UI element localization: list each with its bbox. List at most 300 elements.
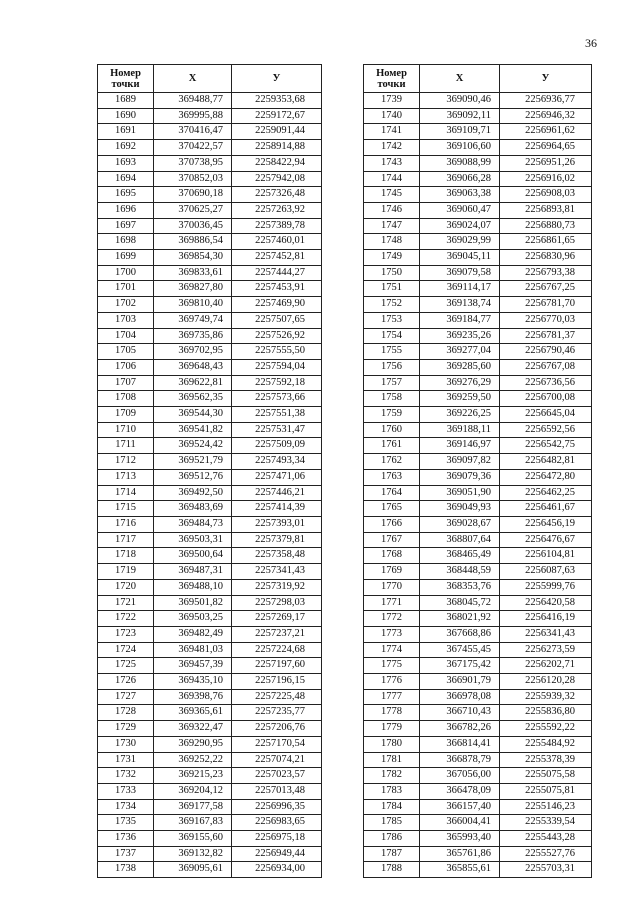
table-row [98, 736, 322, 752]
table-row [364, 595, 592, 611]
y-coordinate-cell: 2257555,50 [232, 344, 322, 360]
y-coordinate-cell: 2256476,67 [500, 532, 592, 548]
y-coordinate-cell: 2256087,63 [500, 564, 592, 580]
y-coordinate-cell: 2257414,39 [232, 501, 322, 517]
table-row [98, 501, 322, 517]
point-number-cell: 1714 [98, 485, 154, 501]
x-coordinate-cell: 369562,35 [154, 391, 232, 407]
point-number-cell: 1764 [364, 485, 420, 501]
table-row [364, 469, 592, 485]
y-coordinate-cell: 2256830,96 [500, 250, 592, 266]
y-coordinate-cell: 2256781,70 [500, 297, 592, 313]
y-coordinate-cell: 2256472,80 [500, 469, 592, 485]
x-coordinate-cell: 370690,18 [154, 187, 232, 203]
x-coordinate-cell: 369886,54 [154, 234, 232, 250]
y-coordinate-cell: 2256996,35 [232, 799, 322, 815]
y-coordinate-cell: 2255075,81 [500, 783, 592, 799]
point-number-cell: 1777 [364, 689, 420, 705]
x-coordinate-cell: 369024,07 [420, 218, 500, 234]
point-number-cell: 1728 [98, 705, 154, 721]
x-coordinate-cell: 369252,22 [154, 752, 232, 768]
y-coordinate-cell: 2257460,01 [232, 234, 322, 250]
table-row [98, 359, 322, 375]
point-number-cell: 1752 [364, 297, 420, 313]
y-coordinate-cell: 2255836,80 [500, 705, 592, 721]
table-row [364, 564, 592, 580]
y-coordinate-cell: 2255378,39 [500, 752, 592, 768]
x-coordinate-cell: 366814,41 [420, 736, 500, 752]
point-number-cell: 1730 [98, 736, 154, 752]
point-number-cell: 1755 [364, 344, 420, 360]
x-coordinate-cell: 365761,86 [420, 846, 500, 862]
table-row [364, 391, 592, 407]
y-coordinate-cell: 2256456,19 [500, 516, 592, 532]
y-coordinate-cell: 2256461,67 [500, 501, 592, 517]
table-row [364, 516, 592, 532]
point-number-cell: 1717 [98, 532, 154, 548]
table-row [98, 689, 322, 705]
point-number-cell: 1735 [98, 815, 154, 831]
table-row [364, 265, 592, 281]
x-coordinate-cell: 368465,49 [420, 548, 500, 564]
table-row [364, 799, 592, 815]
table-row [98, 375, 322, 391]
point-number-cell: 1692 [98, 140, 154, 156]
y-coordinate-cell: 2257170,54 [232, 736, 322, 752]
y-coordinate-cell: 2256202,71 [500, 658, 592, 674]
table-row [98, 297, 322, 313]
point-number-cell: 1740 [364, 108, 420, 124]
table-row [364, 846, 592, 862]
table-row [98, 721, 322, 737]
point-number-cell: 1756 [364, 359, 420, 375]
x-coordinate-cell: 370416,47 [154, 124, 232, 140]
y-coordinate-cell: 2257551,38 [232, 407, 322, 423]
point-number-cell: 1703 [98, 312, 154, 328]
x-coordinate-cell: 370422,57 [154, 140, 232, 156]
point-number-cell: 1690 [98, 108, 154, 124]
point-number-cell: 1711 [98, 438, 154, 454]
x-coordinate-cell: 369290,95 [154, 736, 232, 752]
y-coordinate-cell: 2256767,25 [500, 281, 592, 297]
point-number-cell: 1689 [98, 93, 154, 109]
x-coordinate-cell: 369322,47 [154, 721, 232, 737]
point-number-cell: 1782 [364, 768, 420, 784]
x-coordinate-cell: 368807,64 [420, 532, 500, 548]
y-header: У [232, 65, 322, 93]
y-coordinate-cell: 2258914,88 [232, 140, 322, 156]
x-coordinate-cell: 369544,30 [154, 407, 232, 423]
point-number-cell: 1784 [364, 799, 420, 815]
x-coordinate-cell: 369488,10 [154, 579, 232, 595]
x-coordinate-cell: 369146,97 [420, 438, 500, 454]
x-coordinate-cell: 369483,69 [154, 501, 232, 517]
point-number-cell: 1774 [364, 642, 420, 658]
point-number-cell: 1770 [364, 579, 420, 595]
point-number-cell: 1694 [98, 171, 154, 187]
y-coordinate-cell: 2256936,77 [500, 93, 592, 109]
x-coordinate-cell: 369512,76 [154, 469, 232, 485]
point-number-cell: 1722 [98, 611, 154, 627]
x-coordinate-cell: 369259,50 [420, 391, 500, 407]
x-coordinate-cell: 365855,61 [420, 862, 500, 878]
y-coordinate-cell: 2257452,81 [232, 250, 322, 266]
point-number-cell: 1773 [364, 626, 420, 642]
table-row [364, 281, 592, 297]
point-number-cell: 1725 [98, 658, 154, 674]
x-coordinate-cell: 367056,00 [420, 768, 500, 784]
point-number-cell: 1786 [364, 831, 420, 847]
table-row [364, 108, 592, 124]
x-coordinate-cell: 368448,59 [420, 564, 500, 580]
point-header-line1: Номер [376, 67, 407, 79]
x-coordinate-cell: 370036,45 [154, 218, 232, 234]
point-number-cell: 1754 [364, 328, 420, 344]
table-row [364, 768, 592, 784]
table-row [98, 250, 322, 266]
table-row [364, 328, 592, 344]
y-coordinate-cell: 2257235,77 [232, 705, 322, 721]
point-number-cell: 1762 [364, 454, 420, 470]
point-number-header [364, 65, 420, 93]
table-row [98, 626, 322, 642]
point-number-cell: 1753 [364, 312, 420, 328]
y-coordinate-cell: 2257225,48 [232, 689, 322, 705]
y-coordinate-cell: 2256542,75 [500, 438, 592, 454]
table-row [364, 312, 592, 328]
table-row [364, 501, 592, 517]
point-number-cell: 1706 [98, 359, 154, 375]
x-coordinate-cell: 369235,26 [420, 328, 500, 344]
point-number-cell: 1695 [98, 187, 154, 203]
table-row [364, 124, 592, 140]
y-coordinate-cell: 2256893,81 [500, 202, 592, 218]
point-number-cell: 1726 [98, 674, 154, 690]
point-number-cell: 1743 [364, 155, 420, 171]
x-coordinate-cell: 369092,11 [420, 108, 500, 124]
x-coordinate-cell: 369051,90 [420, 485, 500, 501]
y-coordinate-cell: 2256767,08 [500, 359, 592, 375]
x-coordinate-cell: 366157,40 [420, 799, 500, 815]
y-coordinate-cell: 2255075,58 [500, 768, 592, 784]
x-coordinate-cell: 370852,03 [154, 171, 232, 187]
x-coordinate-cell: 369109,71 [420, 124, 500, 140]
y-coordinate-cell: 2256880,73 [500, 218, 592, 234]
x-coordinate-cell: 365993,40 [420, 831, 500, 847]
point-number-cell: 1719 [98, 564, 154, 580]
y-coordinate-cell: 2256949,44 [232, 846, 322, 862]
x-coordinate-cell: 369066,28 [420, 171, 500, 187]
table-row [98, 202, 322, 218]
point-number-cell: 1751 [364, 281, 420, 297]
table-row [98, 312, 322, 328]
x-coordinate-cell: 369995,88 [154, 108, 232, 124]
x-coordinate-cell: 366978,08 [420, 689, 500, 705]
point-number-cell: 1696 [98, 202, 154, 218]
y-coordinate-cell: 2257269,17 [232, 611, 322, 627]
table-row [364, 642, 592, 658]
y-coordinate-cell: 2257531,47 [232, 422, 322, 438]
table-row [98, 234, 322, 250]
point-number-cell: 1712 [98, 454, 154, 470]
y-coordinate-cell: 2257379,81 [232, 532, 322, 548]
x-coordinate-cell: 369167,83 [154, 815, 232, 831]
table-row [98, 328, 322, 344]
point-number-cell: 1761 [364, 438, 420, 454]
x-coordinate-cell: 369276,29 [420, 375, 500, 391]
table-row [98, 516, 322, 532]
y-coordinate-cell: 2255443,28 [500, 831, 592, 847]
table-row [364, 344, 592, 360]
point-number-cell: 1713 [98, 469, 154, 485]
point-number-cell: 1763 [364, 469, 420, 485]
x-coordinate-cell: 369132,82 [154, 846, 232, 862]
table-row [364, 407, 592, 423]
x-coordinate-cell: 369106,60 [420, 140, 500, 156]
point-number-cell: 1758 [364, 391, 420, 407]
point-header-line1: Номер [110, 67, 141, 79]
table-row [98, 752, 322, 768]
point-number-cell: 1787 [364, 846, 420, 862]
point-number-cell: 1739 [364, 93, 420, 109]
y-coordinate-cell: 2256770,03 [500, 312, 592, 328]
point-number-cell: 1783 [364, 783, 420, 799]
point-number-cell: 1691 [98, 124, 154, 140]
y-coordinate-cell: 2255339,54 [500, 815, 592, 831]
table-row [98, 642, 322, 658]
y-coordinate-cell: 2257224,68 [232, 642, 322, 658]
y-coordinate-cell: 2257237,21 [232, 626, 322, 642]
x-coordinate-cell: 369482,49 [154, 626, 232, 642]
x-coordinate-cell: 369503,25 [154, 611, 232, 627]
table-row [98, 218, 322, 234]
point-number-cell: 1732 [98, 768, 154, 784]
point-number-cell: 1697 [98, 218, 154, 234]
x-coordinate-cell: 369622,81 [154, 375, 232, 391]
table-row [98, 155, 322, 171]
x-coordinate-cell: 369215,23 [154, 768, 232, 784]
y-coordinate-cell: 2257196,15 [232, 674, 322, 690]
table-header-row [364, 65, 592, 93]
table-row [364, 155, 592, 171]
x-coordinate-cell: 366878,79 [420, 752, 500, 768]
table-row [98, 454, 322, 470]
table-row [364, 438, 592, 454]
point-number-cell: 1738 [98, 862, 154, 878]
point-number-cell: 1746 [364, 202, 420, 218]
point-number-cell: 1759 [364, 407, 420, 423]
table-row [364, 705, 592, 721]
table-row [98, 422, 322, 438]
table-row [98, 846, 322, 862]
y-coordinate-cell: 2256482,81 [500, 454, 592, 470]
x-coordinate-cell: 369702,95 [154, 344, 232, 360]
table-row [98, 485, 322, 501]
point-number-cell: 1788 [364, 862, 420, 878]
y-coordinate-cell: 2256908,03 [500, 187, 592, 203]
y-coordinate-cell: 2256934,00 [232, 862, 322, 878]
x-coordinate-cell: 369484,73 [154, 516, 232, 532]
x-coordinate-cell: 369155,60 [154, 831, 232, 847]
x-coordinate-cell: 366782,26 [420, 721, 500, 737]
point-number-cell: 1709 [98, 407, 154, 423]
point-number-cell: 1724 [98, 642, 154, 658]
point-number-cell: 1731 [98, 752, 154, 768]
page-number: 36 [585, 36, 597, 50]
table-row [364, 626, 592, 642]
x-coordinate-cell: 368021,92 [420, 611, 500, 627]
table-row [98, 108, 322, 124]
y-coordinate-cell: 2259091,44 [232, 124, 322, 140]
x-coordinate-cell: 370738,95 [154, 155, 232, 171]
point-number-cell: 1771 [364, 595, 420, 611]
table-row [364, 485, 592, 501]
point-number-cell: 1785 [364, 815, 420, 831]
table-row [364, 579, 592, 595]
table-row [364, 689, 592, 705]
y-coordinate-cell: 2256104,81 [500, 548, 592, 564]
point-number-cell: 1736 [98, 831, 154, 847]
x-coordinate-cell: 369277,04 [420, 344, 500, 360]
x-header: X [420, 65, 500, 93]
x-coordinate-cell: 369854,30 [154, 250, 232, 266]
y-coordinate-cell: 2255592,22 [500, 721, 592, 737]
x-coordinate-cell: 368353,76 [420, 579, 500, 595]
table-row [364, 674, 592, 690]
x-coordinate-cell: 369749,74 [154, 312, 232, 328]
y-coordinate-cell: 2257013,48 [232, 783, 322, 799]
y-coordinate-cell: 2256462,25 [500, 485, 592, 501]
point-number-cell: 1780 [364, 736, 420, 752]
point-number-cell: 1733 [98, 783, 154, 799]
y-coordinate-cell: 2255146,23 [500, 799, 592, 815]
point-number-cell: 1765 [364, 501, 420, 517]
table-row [98, 674, 322, 690]
x-coordinate-cell: 369524,42 [154, 438, 232, 454]
x-coordinate-cell: 369184,77 [420, 312, 500, 328]
x-coordinate-cell: 369079,58 [420, 265, 500, 281]
point-number-cell: 1727 [98, 689, 154, 705]
table-row [98, 862, 322, 878]
table-row [98, 595, 322, 611]
point-number-cell: 1766 [364, 516, 420, 532]
x-coordinate-cell: 369648,43 [154, 359, 232, 375]
y-coordinate-cell: 2256793,38 [500, 265, 592, 281]
x-coordinate-cell: 369457,39 [154, 658, 232, 674]
table-row [364, 454, 592, 470]
point-number-cell: 1775 [364, 658, 420, 674]
table-row [364, 548, 592, 564]
x-coordinate-cell: 369060,47 [420, 202, 500, 218]
x-coordinate-cell: 369365,61 [154, 705, 232, 721]
x-coordinate-cell: 369226,25 [420, 407, 500, 423]
x-coordinate-cell: 369088,99 [420, 155, 500, 171]
table-row [98, 438, 322, 454]
x-coordinate-cell: 369204,12 [154, 783, 232, 799]
point-number-cell: 1760 [364, 422, 420, 438]
point-number-cell: 1779 [364, 721, 420, 737]
x-coordinate-cell: 369488,77 [154, 93, 232, 109]
table-row [364, 250, 592, 266]
x-coordinate-cell: 366004,41 [420, 815, 500, 831]
y-coordinate-cell: 2257197,60 [232, 658, 322, 674]
table-row [98, 705, 322, 721]
x-coordinate-cell: 366901,79 [420, 674, 500, 690]
x-coordinate-cell: 369177,58 [154, 799, 232, 815]
y-coordinate-cell: 2257453,91 [232, 281, 322, 297]
table-row [364, 297, 592, 313]
coordinates-table-left [97, 64, 322, 878]
point-number-cell: 1776 [364, 674, 420, 690]
point-number-cell: 1757 [364, 375, 420, 391]
y-coordinate-cell: 2258422,94 [232, 155, 322, 171]
table-row [98, 579, 322, 595]
table-row [98, 548, 322, 564]
x-coordinate-cell: 369398,76 [154, 689, 232, 705]
x-coordinate-cell: 369492,50 [154, 485, 232, 501]
y-coordinate-cell: 2256961,62 [500, 124, 592, 140]
table-row [364, 862, 592, 878]
y-coordinate-cell: 2256736,56 [500, 375, 592, 391]
x-coordinate-cell: 369029,99 [420, 234, 500, 250]
point-number-cell: 1723 [98, 626, 154, 642]
table-row [98, 265, 322, 281]
table-row [364, 783, 592, 799]
y-coordinate-cell: 2256951,26 [500, 155, 592, 171]
table-row [98, 768, 322, 784]
table-row [98, 344, 322, 360]
table-row [98, 783, 322, 799]
x-coordinate-cell: 369114,17 [420, 281, 500, 297]
y-coordinate-cell: 2256592,56 [500, 422, 592, 438]
table-row [364, 218, 592, 234]
y-coordinate-cell: 2257526,92 [232, 328, 322, 344]
y-coordinate-cell: 2256861,65 [500, 234, 592, 250]
point-number-cell: 1702 [98, 297, 154, 313]
x-coordinate-cell: 367455,45 [420, 642, 500, 658]
x-coordinate-cell: 367175,42 [420, 658, 500, 674]
point-number-cell: 1708 [98, 391, 154, 407]
y-coordinate-cell: 2255527,76 [500, 846, 592, 862]
table-row [364, 815, 592, 831]
point-number-header [98, 65, 154, 93]
table-row [364, 187, 592, 203]
y-coordinate-cell: 2255939,32 [500, 689, 592, 705]
x-coordinate-cell: 369500,64 [154, 548, 232, 564]
point-header-line2: точки [111, 78, 140, 90]
coordinates-table-right [363, 64, 592, 878]
point-number-cell: 1701 [98, 281, 154, 297]
point-number-cell: 1698 [98, 234, 154, 250]
point-number-cell: 1742 [364, 140, 420, 156]
y-coordinate-cell: 2257358,48 [232, 548, 322, 564]
point-number-cell: 1778 [364, 705, 420, 721]
x-coordinate-cell: 369503,31 [154, 532, 232, 548]
x-coordinate-cell: 366478,09 [420, 783, 500, 799]
y-coordinate-cell: 2257263,92 [232, 202, 322, 218]
table-row [98, 407, 322, 423]
table-row [98, 171, 322, 187]
point-number-cell: 1716 [98, 516, 154, 532]
table-row [98, 611, 322, 627]
table-row [98, 187, 322, 203]
table-row [364, 831, 592, 847]
y-coordinate-cell: 2256700,08 [500, 391, 592, 407]
table-row [98, 564, 322, 580]
x-coordinate-cell: 369097,82 [420, 454, 500, 470]
point-number-cell: 1769 [364, 564, 420, 580]
point-number-cell: 1715 [98, 501, 154, 517]
